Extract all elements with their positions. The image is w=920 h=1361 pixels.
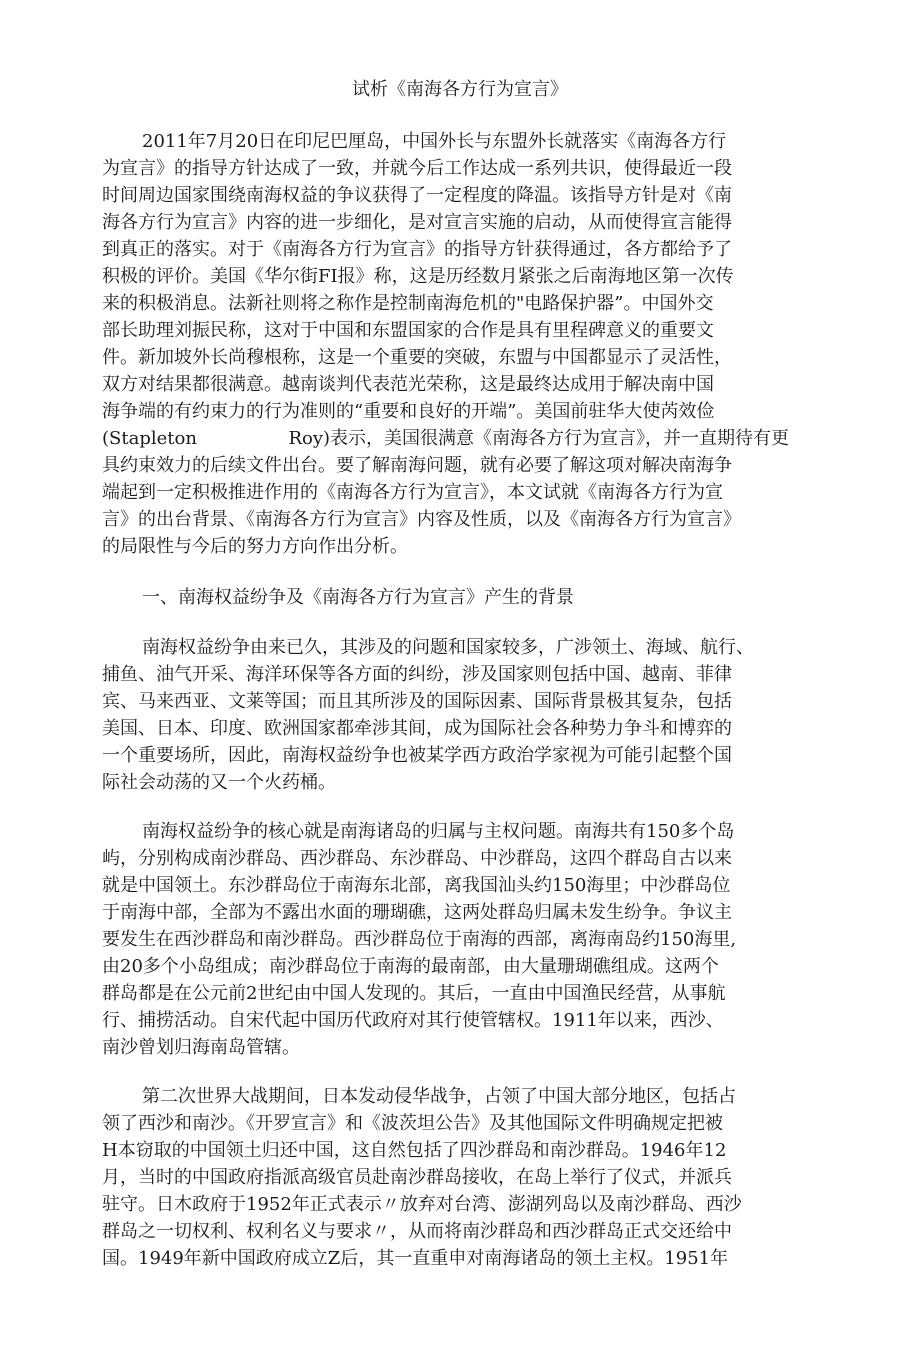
text-line: 南海权益纷争的核心就是南海诸岛的归属与主权问题。南海共有150多个岛 — [142, 821, 735, 842]
text-line: 月，当时的中国政府指派高级官员赴南沙群岛接收，在岛上举行了仪式，并派兵 — [102, 1167, 732, 1188]
text-line: 国。1949年新中国政府成立Z后，其一直重申对南海诸岛的领土主权。1951年 — [102, 1248, 729, 1269]
text-line: 一个重要场所，因此，南海权益纷争也被某学西方政治学家视为可能引起整个国 — [102, 745, 732, 766]
text-line: 的局限性与今后的努力方向作出分析。 — [102, 536, 408, 557]
text-line: 宾、马来西亚、文莱等国；而且其所涉及的国际因素、国际背景极其复杂，包括 — [102, 691, 732, 712]
text-line: 美国、日本、印度、欧洲国家都牵涉其间，成为国际社会各种势力争斗和博弈的 — [102, 718, 732, 739]
text-line: (Stapleton Roy)表示，美国很满意《南海各方行为宣言》，并一直期待有更 — [102, 428, 790, 449]
text-line: 要发生在西沙群岛和南沙群岛。西沙群岛位于南海的西部，离海南岛约150海里, — [102, 929, 737, 950]
text-line: 第二次世界大战期间，日本发动侵华战争，占领了中国大部分地区，包括占 — [142, 1086, 736, 1107]
text-line: 双方对结果都很满意。越南谈判代表范光荣称，这是最终达成用于解决南中国 — [102, 374, 714, 395]
text-line: 驻守。日木政府于1952年正式表示〃放弃对台湾、澎湖列岛以及南沙群岛、西沙 — [102, 1194, 742, 1215]
paragraph-background — [102, 634, 818, 796]
text-line: 具约束效力的后续文件出台。要了解南海问题，就有必要了解这项对解决南海争 — [102, 455, 732, 476]
text-line: 海争端的有约束力的行为准则的“重要和良好的开端”。美国前驻华大使芮效俭 — [102, 401, 715, 422]
text-line: 际社会动荡的又一个火药桶。 — [102, 772, 336, 793]
text-line: 南沙曾划归海南岛管辖。 — [102, 1037, 300, 1058]
text-line: 于南海中部，全部为不露出水面的珊瑚礁，这两处群岛归属未发生纷争。争议主 — [102, 902, 732, 923]
text-line: 屿，分别构成南沙群岛、西沙群岛、东沙群岛、中沙群岛，这四个群岛自古以来 — [102, 848, 732, 869]
text-line: 领了西沙和南沙。《开罗宣言》和《波茨坦公告》及其他国际文件明确规定把被 — [102, 1113, 723, 1134]
text-line: 南海权益纷争由来已久，其涉及的问题和国家较多，广涉领土、海域、航行、 — [142, 637, 754, 658]
text-line: 由20多个小岛组成；南沙群岛位于南海的最南部，由大量珊瑚礁组成。这两个 — [102, 956, 719, 977]
text-line: 来的积极消息。法新社则将之称作是控制南海危机的"电路保护器”。中国外交 — [102, 293, 714, 314]
text-line: 行、捕捞活动。自宋代起中国历代政府对其行使管辖权。1911年以来，西沙、 — [102, 1010, 724, 1031]
text-line: 到真正的落实。对于《南海各方行为宣言》的指导方针获得通过，各方都给予了 — [102, 239, 732, 260]
text-line: 2011年7月20日在印尼巴厘岛，中国外长与东盟外长就落实《南海各方行 — [142, 131, 727, 152]
text-line: 为宣言》的指导方针达成了一致，并就今后工作达成一系列共识，使得最近一段 — [102, 158, 732, 179]
paragraph-wwii — [102, 1083, 818, 1272]
text-line: 海各方行为宣言》内容的进一步细化，是对宣言实施的启动，从而使得宣言能得 — [102, 212, 732, 233]
text-line: 时间周边国家围绕南海权益的争议获得了一定程度的降温。该指导方针是对《南 — [102, 185, 732, 206]
text-line: H本窃取的中国领土归还中国，这自然包括了四沙群岛和南沙群岛。1946年12 — [102, 1140, 727, 1161]
text-line: 言》的出台背景、《南海各方行为宣言》内容及性质，以及《南海各方行为宣言》 — [102, 509, 741, 530]
section-heading: 一、南海权益纷争及《南海各方行为宣言》产生的背景 — [142, 587, 574, 608]
text-line: 群岛都是在公元前2世纪由中国人发现的。其后，一直由中国渔民经营，从事航 — [102, 983, 726, 1004]
text-line: 部长助理刘振民称，这对于中国和东盟国家的合作是具有里程碑意义的重要文 — [102, 320, 714, 341]
text-line: 端起到一定积极推进作用的《南海各方行为宣言》，本文试就《南海各方行为宣 — [102, 482, 723, 503]
text-line: 件。新加坡外长尚穆根称，这是一个重要的突破，东盟与中国都显示了灵活性， — [102, 347, 732, 368]
paragraph-sovereignty — [102, 818, 818, 1061]
document-title: 试析《南海各方行为宣言》 — [352, 79, 568, 100]
text-line: 群岛之一切权利、权利名义与要求〃，从而将南沙群岛和西沙群岛正式交还给中 — [102, 1221, 732, 1242]
text-line: 就是中国领土。东沙群岛位于南海东北部，离我国汕头约150海里；中沙群岛位 — [102, 875, 731, 896]
text-line: 捕鱼、油气开采、海洋环保等各方面的纠纷，涉及国家则包括中国、越南、菲律 — [102, 664, 732, 685]
text-line: 积极的评价。美国《华尔街FI报》称，这是历经数月紧张之后南海地区第一次传 — [102, 266, 734, 287]
paragraph-intro — [102, 128, 818, 560]
